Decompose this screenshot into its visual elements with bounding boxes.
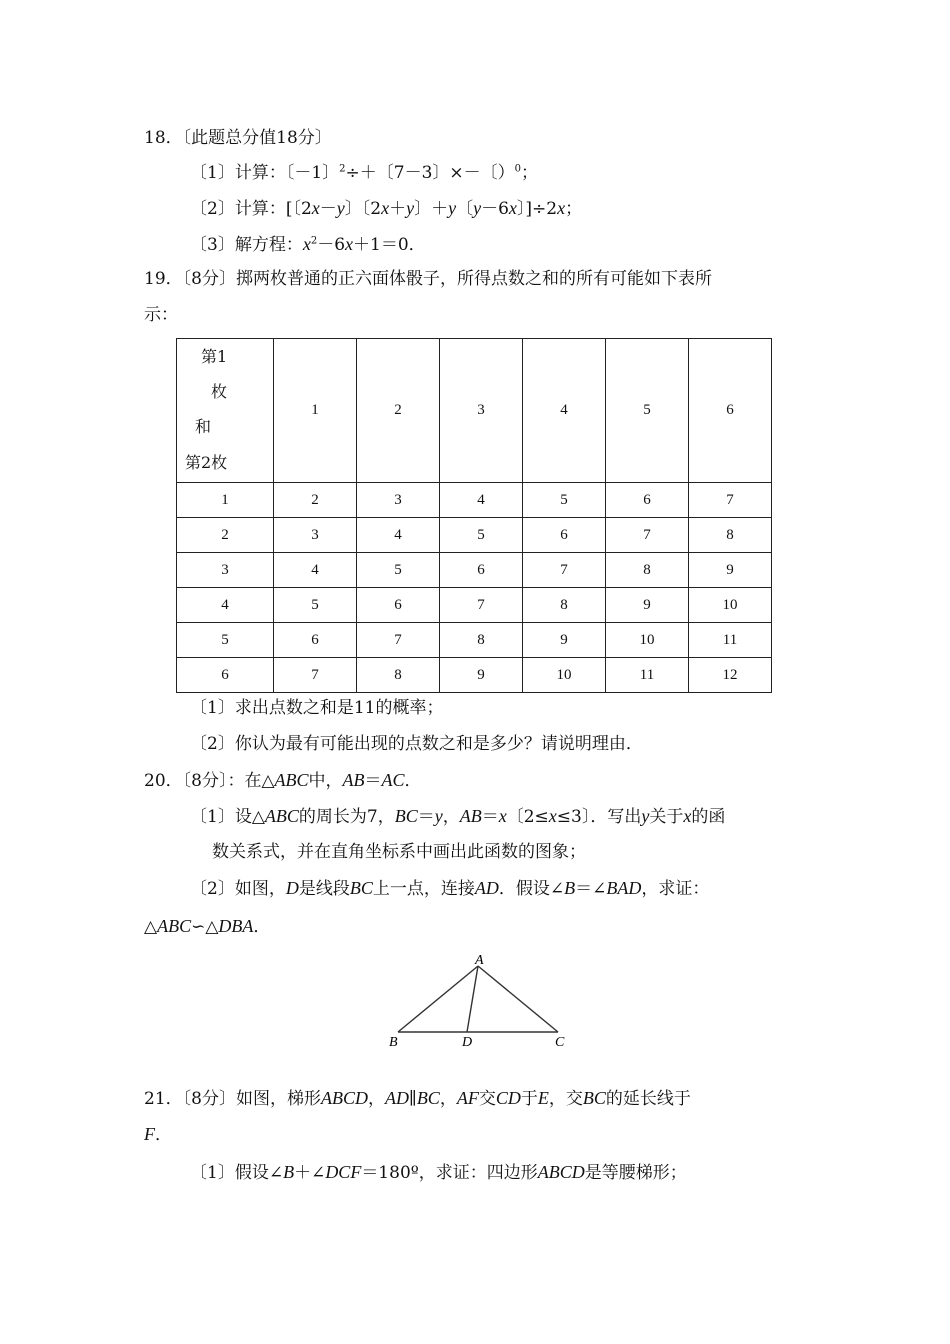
table-row [177, 623, 772, 658]
table-cell: 4 [274, 553, 357, 588]
table-row [177, 588, 772, 623]
table-cell: 8 [523, 588, 606, 623]
q19-heading: 19．〔8分〕掷两枚普通的正六面体骰子，所得点数之和的所有可能如下表所 [144, 269, 712, 289]
table-cell: 6 [357, 588, 440, 623]
segment-ad [467, 966, 478, 1032]
label-b: B [389, 1035, 398, 1050]
table-cell: 3 [177, 553, 274, 588]
table-cell: 7 [606, 518, 689, 553]
table-cell: 7 [523, 553, 606, 588]
table-cell: 10 [689, 588, 772, 623]
table-row [177, 553, 772, 588]
table-cell: 5 [440, 518, 523, 553]
q21-heading-cont: F． [144, 1124, 172, 1145]
table-cell: 6 [274, 623, 357, 658]
table-row [177, 518, 772, 553]
table-column-header: 2 [357, 339, 440, 483]
q21-part1: 〔1〕假设∠B＋∠DCF＝180º，求证：四边形ABCD是等腰梯形； [190, 1162, 687, 1183]
table-column-header: 4 [523, 339, 606, 483]
q20-part1: 〔1〕设△ABC的周长为7，BC＝y，AB＝x〔2≤x≤3〕．写出y关于x的函 [190, 806, 726, 827]
q20-part1-cont: 数关系式，并在直角坐标系中画出此函数的图象； [212, 842, 586, 862]
q19-heading-cont: 示： [144, 305, 178, 325]
table-column-header: 3 [440, 339, 523, 483]
table-cell: 11 [606, 658, 689, 693]
table-cell: 9 [440, 658, 523, 693]
table-cell: 6 [523, 518, 606, 553]
dice-sum-table [176, 338, 772, 693]
q21-heading: 21．〔8分〕如图，梯形ABCD，AD∥BC，AF交CD于E，交BC的延长线于 [144, 1088, 691, 1109]
q18-heading: 18．〔此题总分值18分〕 [144, 128, 332, 148]
table-cell: 10 [606, 623, 689, 658]
table-cell: 7 [689, 483, 772, 518]
table-cell: 2 [177, 518, 274, 553]
table-cell: 5 [523, 483, 606, 518]
table-cell: 4 [357, 518, 440, 553]
table-cell: 2 [274, 483, 357, 518]
q19-part1: 〔1〕求出点数之和是11的概率； [190, 698, 444, 718]
label-d: D [462, 1035, 473, 1050]
table-row [177, 483, 772, 518]
table-column-header: 6 [689, 339, 772, 483]
table-cell: 5 [357, 553, 440, 588]
table-cell: 9 [523, 623, 606, 658]
q18-part2: 〔2〕计算：[〔2x－y〕〔2x＋y〕＋y〔y－6x〕]÷2x； [190, 198, 583, 219]
table-cell: 1 [177, 483, 274, 518]
table-cell: 5 [177, 623, 274, 658]
table-cell: 7 [440, 588, 523, 623]
table-cell: 9 [689, 553, 772, 588]
table-cell: 8 [689, 518, 772, 553]
label-a: A [475, 953, 484, 968]
table-cell: 8 [606, 553, 689, 588]
q20-part2-cont: △ABC∽△DBA． [144, 916, 271, 937]
table-cell: 9 [606, 588, 689, 623]
triangle-figure [380, 948, 580, 1052]
q18-part1: 〔1〕计算：〔－1〕$^2$÷＋〔7－3〕×－〔）$^0$； [190, 163, 539, 183]
table-corner-header: 第1 枚 和 第2枚 [177, 339, 274, 483]
table-cell: 3 [357, 483, 440, 518]
table-cell: 4 [440, 483, 523, 518]
table-cell: 4 [177, 588, 274, 623]
table-cell: 5 [274, 588, 357, 623]
table-cell: 7 [274, 658, 357, 693]
table-cell: 11 [689, 623, 772, 658]
table-cell: 3 [274, 518, 357, 553]
segment-ab [398, 966, 478, 1032]
q19-part2: 〔2〕你认为最有可能出现的点数之和是多少？请说明理由． [190, 734, 643, 754]
q20-part2: 〔2〕如图，D是线段BC上一点，连接AD．假设∠B＝∠BAD，求证： [190, 878, 710, 899]
table-cell: 7 [357, 623, 440, 658]
table-cell: 12 [689, 658, 772, 693]
table-column-header: 5 [606, 339, 689, 483]
table-cell: 6 [177, 658, 274, 693]
table-row [177, 658, 772, 693]
table-cell: 10 [523, 658, 606, 693]
label-c: C [555, 1035, 565, 1050]
table-cell: 6 [606, 483, 689, 518]
q20-heading: 20．〔8分〕：在△ABC中，AB＝AC． [144, 770, 422, 791]
q18-part3: 〔3〕解方程：$x^2-6x+1=0$． [190, 234, 426, 255]
table-cell: 8 [357, 658, 440, 693]
table-cell: 8 [440, 623, 523, 658]
table-cell: 6 [440, 553, 523, 588]
table-column-header: 1 [274, 339, 357, 483]
segment-ac [478, 966, 558, 1032]
